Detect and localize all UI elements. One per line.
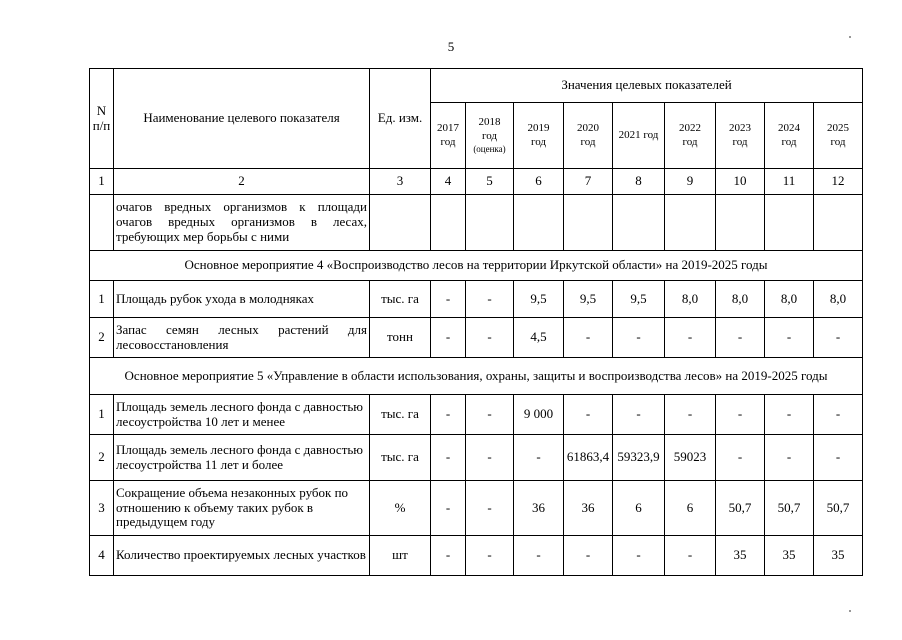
row-value: - <box>466 395 514 435</box>
header-year-word: год <box>682 135 698 148</box>
row-value: 9,5 <box>613 281 665 318</box>
continuation-row <box>90 195 863 251</box>
row-value: - <box>765 395 814 435</box>
continuation-num <box>90 195 114 251</box>
row-num: 2 <box>90 435 114 481</box>
column-number: 2 <box>114 169 370 195</box>
row-value: - <box>431 536 466 576</box>
column-number: 10 <box>716 169 765 195</box>
row-value: 4,5 <box>514 318 564 358</box>
row-value: 61863,4 <box>564 435 613 481</box>
row-num: 1 <box>90 395 114 435</box>
row-value: - <box>466 536 514 576</box>
numbering-row <box>90 169 863 195</box>
row-value: - <box>814 318 863 358</box>
header-num: N п/п <box>90 69 114 169</box>
header-indicator-name: Наименование целевого показателя <box>114 69 370 169</box>
header-year <box>665 103 716 169</box>
row-indicator-name: Площадь рубок ухода в молодняках <box>114 281 370 318</box>
header-year-word: год <box>440 135 456 148</box>
column-number: 11 <box>765 169 814 195</box>
header-year <box>514 103 564 169</box>
row-value: - <box>814 435 863 481</box>
row-num: 2 <box>90 318 114 358</box>
header-year-word: год <box>481 129 498 142</box>
row-indicator-name: Запас семян лесных растений для лесовосстановления <box>114 318 370 358</box>
row-value: 35 <box>765 536 814 576</box>
header-values-title: Значения целевых показателей <box>431 69 863 103</box>
header-year-note: (оценка) <box>473 143 506 154</box>
row-value: - <box>431 395 466 435</box>
section4-title: Основное мероприятие 4 «Воспроизводство лесов на территории Иркутской области» на 2019-2025 годы <box>90 251 863 281</box>
row-value: 50,7 <box>716 481 765 536</box>
header-year-word: год <box>781 135 797 148</box>
column-number: 5 <box>466 169 514 195</box>
column-number: 6 <box>514 169 564 195</box>
header-unit: Ед. изм. <box>370 69 431 169</box>
row-value: - <box>716 435 765 481</box>
row-value: 8,0 <box>665 281 716 318</box>
row-indicator-name: Площадь земель лесного фонда с давностью лесоустройства 10 лет и менее <box>114 395 370 435</box>
row-num: 1 <box>90 281 114 318</box>
row-value: 8,0 <box>716 281 765 318</box>
header-year <box>564 103 613 169</box>
row-value: 50,7 <box>765 481 814 536</box>
header-year-word: год <box>580 135 596 148</box>
row-value: 59323,9 <box>613 435 665 481</box>
section5-title: Основное мероприятие 5 «Управление в области использования, охраны, защиты и воспроизводства лесов» на 2019-2025 годы <box>90 358 863 395</box>
table-row <box>90 395 863 435</box>
header-year-line: 2023 <box>729 121 751 134</box>
row-value: - <box>431 481 466 536</box>
row-value: - <box>665 536 716 576</box>
row-value: 9,5 <box>514 281 564 318</box>
row-indicator-name: Количество проектируемых лесных участков <box>114 536 370 576</box>
row-value: - <box>765 318 814 358</box>
row-value: 36 <box>514 481 564 536</box>
row-indicator-name: Сокращение объема незаконных рубок по отношению к объему таких рубок в предыдущем году <box>114 481 370 536</box>
row-value: - <box>564 536 613 576</box>
row-value: 35 <box>814 536 863 576</box>
row-value: - <box>564 318 613 358</box>
row-value: - <box>665 395 716 435</box>
row-unit: шт <box>370 536 431 576</box>
header-year <box>765 103 814 169</box>
header-year-line: 2025 <box>827 121 849 134</box>
row-value: 6 <box>665 481 716 536</box>
section5-title-row <box>90 358 863 395</box>
row-unit: тонн <box>370 318 431 358</box>
header-year <box>814 103 863 169</box>
row-value: - <box>613 536 665 576</box>
row-unit: тыс. га <box>370 281 431 318</box>
row-value: 9,5 <box>564 281 613 318</box>
row-value: 9 000 <box>514 395 564 435</box>
header-year-line: 2024 <box>778 121 800 134</box>
row-value: 8,0 <box>765 281 814 318</box>
row-value: 8,0 <box>814 281 863 318</box>
column-number: 4 <box>431 169 466 195</box>
header-row-top <box>90 69 863 103</box>
scan-speck <box>849 610 851 612</box>
row-value: - <box>514 435 564 481</box>
header-year-line: 2021 год <box>618 128 659 141</box>
row-value: - <box>814 395 863 435</box>
row-value: - <box>466 435 514 481</box>
header-year-line: 2022 <box>679 121 701 134</box>
header-year-line: 2019 <box>527 121 550 134</box>
header-year <box>431 103 466 169</box>
row-value: - <box>564 395 613 435</box>
target-indicators-table <box>89 68 863 576</box>
row-value: - <box>466 481 514 536</box>
section4-title-row <box>90 251 863 281</box>
row-unit: % <box>370 481 431 536</box>
table-row <box>90 536 863 576</box>
header-year <box>716 103 765 169</box>
row-value: - <box>431 281 466 318</box>
header-year <box>613 103 665 169</box>
row-value: - <box>431 435 466 481</box>
column-number: 8 <box>613 169 665 195</box>
header-year-word: год <box>732 135 748 148</box>
page-number: 5 <box>447 39 455 54</box>
row-value: 6 <box>613 481 665 536</box>
column-number: 9 <box>665 169 716 195</box>
column-number: 1 <box>90 169 114 195</box>
row-value: - <box>466 281 514 318</box>
row-value: - <box>716 318 765 358</box>
row-value: 59023 <box>665 435 716 481</box>
row-value: 35 <box>716 536 765 576</box>
table-row <box>90 435 863 481</box>
row-indicator-name: Площадь земель лесного фонда с давностью лесоустройства 11 лет и более <box>114 435 370 481</box>
row-unit: тыс. га <box>370 395 431 435</box>
table-row <box>90 281 863 318</box>
row-value: 36 <box>564 481 613 536</box>
row-value: 50,7 <box>814 481 863 536</box>
row-value: - <box>431 318 466 358</box>
header-year-word: год <box>830 135 846 148</box>
row-value: - <box>716 395 765 435</box>
row-value: - <box>613 318 665 358</box>
table-row <box>90 318 863 358</box>
header-year-line: 2020 <box>577 121 599 134</box>
column-number: 12 <box>814 169 863 195</box>
table-row <box>90 481 863 536</box>
header-year-word: год <box>530 135 547 148</box>
row-value: - <box>765 435 814 481</box>
column-number: 7 <box>564 169 613 195</box>
header-year-line: 2017 <box>437 121 459 134</box>
row-value: - <box>466 318 514 358</box>
continuation-name: очагов вредных организмов к площади очагов вредных организмов в лесах, требующих мер борьбы с ними <box>114 195 370 251</box>
row-unit: тыс. га <box>370 435 431 481</box>
row-num: 4 <box>90 536 114 576</box>
row-value: - <box>613 395 665 435</box>
row-value: - <box>514 536 564 576</box>
header-year-line: 2018 <box>478 116 501 129</box>
header-year <box>466 103 514 169</box>
row-num: 3 <box>90 481 114 536</box>
column-number: 3 <box>370 169 431 195</box>
row-value: - <box>665 318 716 358</box>
scan-speck <box>849 36 851 38</box>
